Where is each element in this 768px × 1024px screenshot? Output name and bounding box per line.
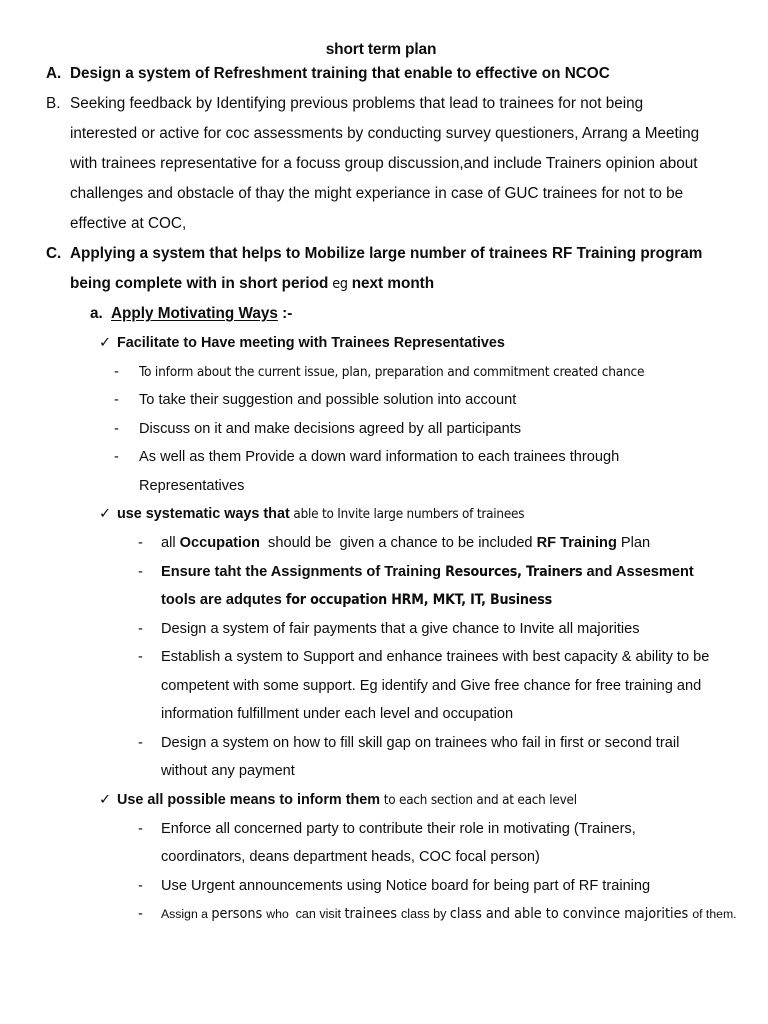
dash-item-1-3-text: Discuss on it and make decisions agreed by all participants xyxy=(139,420,522,437)
dash-item-1-1 xyxy=(0,358,768,387)
list-item-b-text: Seeking feedback by Identifying previous problems that lead to trainees for not being interested or active for coc assessments by conducting survey questioners, Arrang a Meeting with trainees representative for a focuss group discussion,and include Trainers opinion about challenges and obstacle of thay the might experiance in case of GUC trainees for not to be effective at COC, xyxy=(70,94,700,232)
dash-item-3-2 xyxy=(0,872,768,901)
list-item-c-bold-1: Applying a system that helps to Mobilize large number of trainees RF Training program being complete with in short period xyxy=(70,244,703,292)
check-icon: ✓ xyxy=(99,791,112,808)
underlined-heading: Apply Motivating Ways xyxy=(111,304,278,322)
run-large-resources-trainers: Resources, Trainers xyxy=(445,563,583,580)
dash-marker: - xyxy=(138,535,143,552)
run-large-occupations: for occupation HRM, MKT, IT, Business xyxy=(285,592,552,609)
dash-item-2-2-text xyxy=(161,558,712,615)
dash-item-3-3-text xyxy=(161,900,737,929)
dash-item-2-3-text: Design a system of fair payments that a give chance to Invite all majorities xyxy=(161,620,640,637)
check-item-3 xyxy=(0,786,768,815)
list-item-c-light: eg xyxy=(328,275,352,292)
check-icon: ✓ xyxy=(99,334,112,351)
dash-item-2-3 xyxy=(0,615,768,644)
list-item-lower-a xyxy=(0,299,768,329)
check-item-3-text xyxy=(117,786,712,815)
dash-item-1-2 xyxy=(0,386,768,415)
run-small-can-visit: can visit xyxy=(292,907,345,922)
dash-marker: - xyxy=(138,649,143,666)
dash-item-2-4-text: Establish a system to Support and enhance trainees with best capacity & ability to be competent with some support. Eg identify and Give free chance for free training and information fulfillment under each level and occupation xyxy=(161,649,710,723)
list-marker-lower-a: a. xyxy=(90,304,103,322)
dash-item-2-5-text: Design a system on how to fill skill gap on trainees who fail in first or second trail without any payment xyxy=(161,734,680,780)
dash-item-1-1-text: To inform about the current issue, plan, preparation and commitment created chance xyxy=(139,363,645,380)
run-plain-2: should be given a chance to be included xyxy=(259,535,537,552)
check-icon: ✓ xyxy=(99,506,112,523)
run-plain-1: all xyxy=(161,535,180,552)
run-bold-assesment: and Assesment tools are adqutes xyxy=(161,563,694,609)
list-item-b xyxy=(0,89,768,239)
dash-item-3-1-text: Enforce all concerned party to contribute their role in motivating (Trainers, coordinators, deans department heads, COC focal person) xyxy=(161,820,636,866)
dash-marker: - xyxy=(138,877,143,894)
heading-suffix: :- xyxy=(277,304,293,322)
list-item-c-text xyxy=(70,239,712,299)
check-item-1 xyxy=(0,329,768,358)
dash-item-1-3 xyxy=(0,415,768,444)
dash-item-1-4-text: As well as them Provide a down ward information to each trainees through Representatives xyxy=(139,449,620,494)
dash-marker: - xyxy=(114,449,119,466)
run-bold-rf-training: RF Training xyxy=(536,535,617,552)
check-item-2-light: able to Invite large numbers of trainees xyxy=(289,507,525,523)
page-title: short term plan xyxy=(325,41,437,58)
run-large-convince: class and able to convince majorities xyxy=(449,906,693,923)
dash-marker: - xyxy=(138,906,143,923)
dash-item-3-3 xyxy=(0,900,768,929)
dash-marker: - xyxy=(114,420,119,437)
list-marker-c: C. xyxy=(46,244,62,262)
check-item-2-text xyxy=(117,500,712,529)
list-item-c xyxy=(0,239,768,299)
run-small-who: who xyxy=(266,907,293,922)
run-small-by: by xyxy=(433,907,450,922)
dash-item-2-1 xyxy=(0,529,768,558)
run-small-assign: Assign a xyxy=(161,907,212,922)
dash-marker: - xyxy=(114,392,119,409)
dash-item-2-2 xyxy=(0,558,768,615)
list-marker-a: A. xyxy=(46,64,62,82)
run-small-class: class xyxy=(401,907,434,922)
list-item-c-bold-2: next month xyxy=(351,274,435,292)
list-item-lower-a-text xyxy=(111,299,712,329)
dash-marker: - xyxy=(138,620,143,637)
list-marker-b: B. xyxy=(46,94,61,112)
check-item-3-light: to each section and at each level xyxy=(380,792,577,808)
run-large-trainees: trainees xyxy=(344,906,402,923)
run-large-persons: persons xyxy=(211,906,267,923)
check-item-1-text: Facilitate to Have meeting with Trainees Representatives xyxy=(117,334,505,351)
run-plain-3: Plan xyxy=(616,535,651,552)
check-item-2-bold: use systematic ways that xyxy=(117,506,290,523)
check-item-3-bold: Use all possible means to inform them xyxy=(117,791,381,808)
run-bold-ensure: Ensure taht the Assignments of Training xyxy=(161,563,446,580)
list-item-a-text: Design a system of Refreshment training that enable to effective on NCOC xyxy=(70,64,610,82)
list-item-a xyxy=(0,59,768,89)
dash-item-2-4 xyxy=(0,643,768,729)
dash-marker: - xyxy=(138,820,143,837)
run-bold-occupation: Occupation xyxy=(179,535,260,552)
dash-item-2-5 xyxy=(0,729,768,786)
dash-item-1-4 xyxy=(0,443,768,500)
dash-item-1-2-text: To take their suggestion and possible solution into account xyxy=(139,392,517,409)
run-small-of-them: of them. xyxy=(692,907,737,922)
check-item-2 xyxy=(0,500,768,529)
dash-item-2-1-text xyxy=(161,529,712,558)
dash-marker: - xyxy=(138,563,143,580)
dash-marker: - xyxy=(114,363,119,380)
dash-item-3-1 xyxy=(0,815,768,872)
dash-item-3-2-text: Use Urgent announcements using Notice board for being part of RF training xyxy=(161,877,651,894)
dash-marker: - xyxy=(138,734,143,751)
